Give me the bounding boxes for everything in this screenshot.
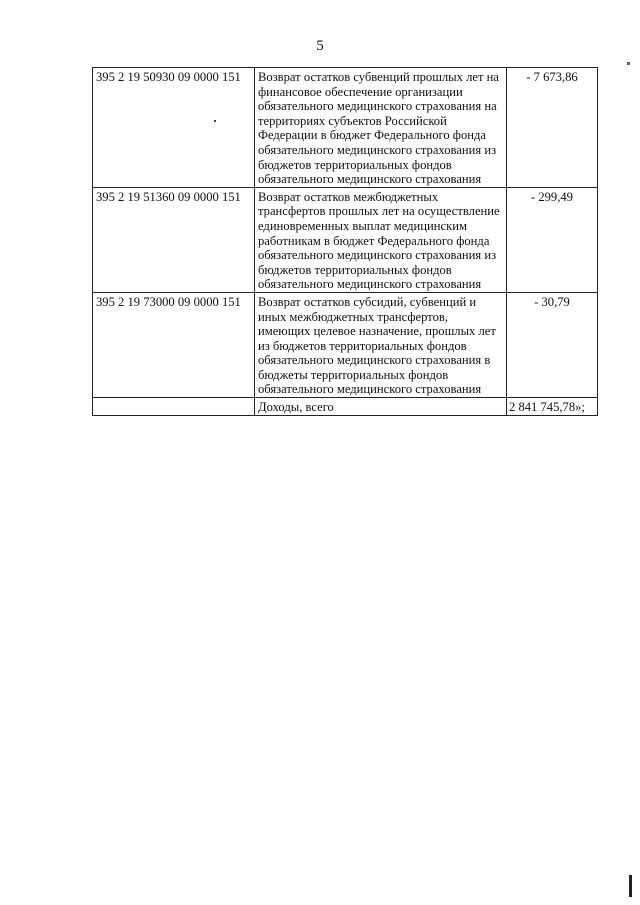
revenue-table — [92, 67, 598, 416]
total-label: Доходы, всего — [255, 398, 507, 416]
description-cell: Возврат остатков субвенций прошлых лет на финансовое обеспечение организации обязательного медицинского страхования на территориях субъектов Российской Федерации в бюджет Федерального фонда обязательного медицинского страхования из бюджетов территориальных фондов обязательного медицинского страхования — [255, 68, 507, 188]
description-cell: Возврат остатков межбюджетных трансфертов прошлых лет на осуществление единовременных выплат медицинским работникам в бюджет Федерального фонда обязательного медицинского страхования из бюджетов территориальных фондов обязательного медицинского страхования — [255, 187, 507, 292]
description-cell: Возврат остатков субсидий, субвенций и иных межбюджетных трансфертов, имеющих целевое назначение, прошлых лет из бюджетов территориальных фондов обязательного медицинского страхования в бюджеты территориальных фондов обязательного медицинского страхования — [255, 292, 507, 397]
margin-mark — [629, 875, 632, 897]
budget-code-cell: 395 2 19 73000 09 0000 151 — [93, 292, 255, 397]
amount-cell: - 299,49 — [507, 187, 598, 292]
page-number: 5 — [316, 38, 324, 54]
budget-code-cell: 395 2 19 51360 09 0000 151 — [93, 187, 255, 292]
total-amount: 2 841 745,78»; — [507, 398, 598, 416]
budget-code-cell: 395 2 19 50930 09 0000 151 — [93, 68, 255, 188]
table-row — [93, 292, 598, 397]
table-row — [93, 187, 598, 292]
total-row — [93, 398, 598, 416]
amount-cell: - 7 673,86 — [507, 68, 598, 188]
amount-cell: - 30,79 — [507, 292, 598, 397]
margin-mark — [627, 62, 630, 65]
total-code-cell — [93, 398, 255, 416]
table-row — [93, 68, 598, 188]
